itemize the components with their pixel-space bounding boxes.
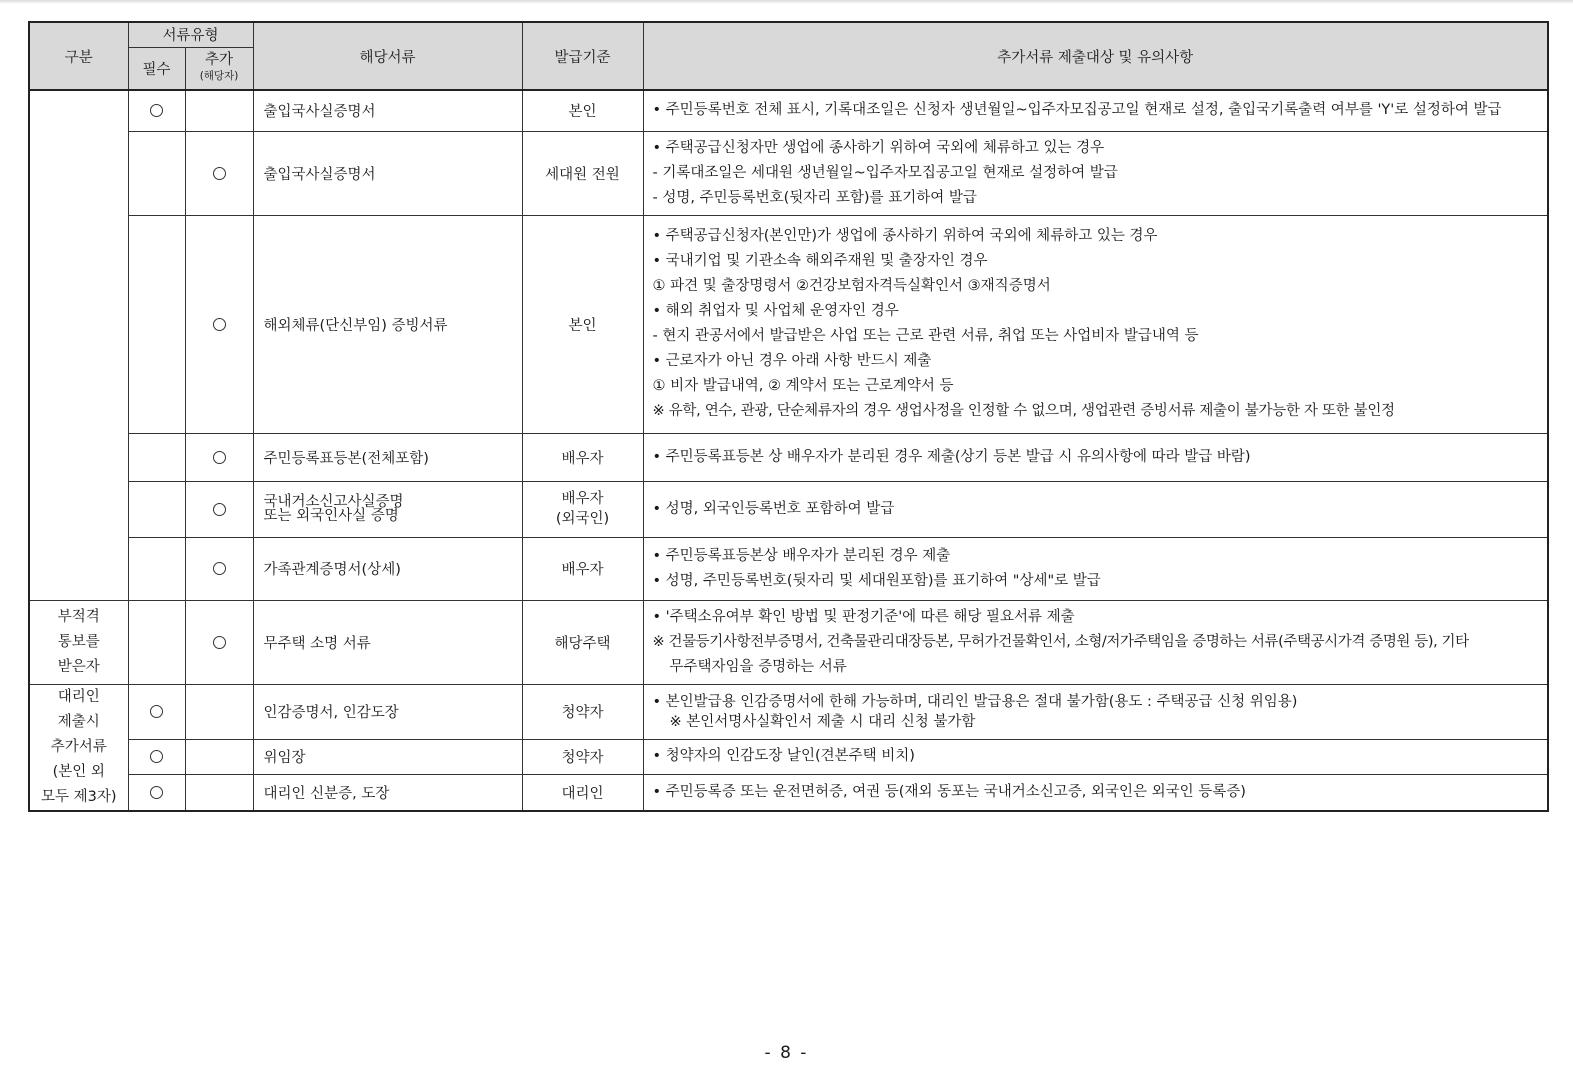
note-line: - 성명, 주민등록번호(뒷자리 포함)를 표기하여 발급 — [652, 189, 977, 206]
additional-mark-cell — [185, 775, 253, 811]
required-mark-cell — [128, 433, 185, 481]
notes-cell — [643, 90, 1548, 131]
note-line: • 해외 취업자 및 사업체 운영자인 경우 — [652, 303, 899, 319]
table-row — [29, 600, 1548, 684]
notes-cell — [643, 600, 1548, 684]
table-row — [29, 739, 1548, 774]
gubun-line: 받은자 — [57, 658, 100, 675]
additional-mark-cell — [185, 433, 253, 481]
circle-mark-icon — [213, 167, 226, 180]
notes-cell — [643, 131, 1548, 215]
gubun-line: 통보를 — [57, 633, 100, 650]
table-row — [29, 537, 1548, 600]
gubun-line: 모두 제3자) — [40, 788, 117, 805]
header-required: 필수 — [128, 47, 185, 90]
notes-cell — [643, 481, 1548, 537]
document-name — [253, 481, 522, 537]
header-additional-label: 추가 — [204, 52, 233, 69]
issue-basis: 세대원 전원 — [522, 131, 643, 215]
gubun-proxy — [29, 684, 128, 811]
header-additional — [185, 47, 253, 90]
required-mark-cell — [128, 684, 185, 739]
required-mark-cell — [128, 215, 185, 433]
note-line: ① 파견 및 출장명령서 ②건강보험자격득실확인서 ③재직증명서 — [652, 278, 1051, 294]
header-notes: 추가서류 제출대상 및 유의사항 — [643, 22, 1548, 90]
note-line: 무주택자임을 증명하는 서류 — [669, 658, 847, 675]
issue-basis: 본인 — [522, 215, 643, 433]
note-line: - 기록대조일은 세대원 생년월일~입주자모집공고일 현재로 설정하여 발급 — [652, 164, 1118, 181]
note-line: • 성명, 외국인등록번호 포함하여 발급 — [652, 500, 895, 517]
note-line: ※ 건물등기사항전부증명서, 건축물관리대장등본, 무허가건물확인서, 소형/저가주택임을 증명하는 서류(주택공시가격 증명원 등), 기타 — [652, 633, 1469, 650]
gubun-unsuitable — [29, 600, 128, 684]
header-document-type: 서류유형 — [128, 22, 253, 47]
gubun-line: 부적격 — [57, 608, 100, 625]
required-documents-table — [28, 21, 1549, 812]
additional-mark-cell — [185, 215, 253, 433]
document-name: 주민등록표등본(전체포함) — [253, 433, 522, 481]
additional-mark-cell — [185, 600, 253, 684]
issue-basis: 대리인 — [522, 775, 643, 811]
note-line: • 주택공급신청자(본인만)가 생업에 종사하기 위하여 국외에 체류하고 있는 경우 — [652, 228, 1158, 244]
circle-mark-icon — [150, 705, 163, 718]
document-name: 출입국사실증명서 — [253, 90, 522, 131]
header-document: 해당서류 — [253, 22, 522, 90]
gubun-cell-empty — [29, 90, 128, 600]
table-row — [29, 215, 1548, 433]
document-name-line: 국내거소신고사실증명 — [263, 494, 404, 510]
note-line: • 주택공급신청자만 생업에 종사하기 위하여 국외에 체류하고 있는 경우 — [652, 139, 1105, 156]
issue-basis — [522, 481, 643, 537]
notes-cell — [643, 739, 1548, 774]
header-gubun: 구분 — [29, 22, 128, 90]
additional-mark-cell — [185, 537, 253, 600]
note-line: • '주택소유여부 확인 방법 및 판정기준'에 따른 해당 필요서류 제출 — [652, 608, 1075, 625]
required-mark-cell — [128, 537, 185, 600]
required-mark-cell — [128, 90, 185, 131]
circle-mark-icon — [150, 786, 163, 799]
note-line: ※ 본인서명사실확인서 제출 시 대리 신청 불가함 — [669, 713, 976, 730]
additional-mark-cell — [185, 481, 253, 537]
issue-basis: 청약자 — [522, 684, 643, 739]
note-line: - 현지 관공서에서 발급받은 사업 또는 근로 관련 서류, 취업 또는 사업비자 발급내역 등 — [652, 328, 1199, 344]
document-name: 위임장 — [253, 739, 522, 774]
issue-basis-line: 배우자 — [561, 491, 604, 507]
gubun-line: (본인 외 — [52, 763, 105, 780]
table-row — [29, 131, 1548, 215]
note-line: • 주민등록표등본 상 배우자가 분리된 경우 제출(상기 등본 발급 시 유의사항에 따라 발급 바람) — [652, 448, 1251, 465]
circle-mark-icon — [213, 503, 226, 516]
notes-cell — [643, 215, 1548, 433]
required-mark-cell — [128, 775, 185, 811]
note-line: • 근로자가 아닌 경우 아래 사항 반드시 제출 — [652, 353, 932, 369]
additional-mark-cell — [185, 131, 253, 215]
circle-mark-icon — [213, 562, 226, 575]
notes-cell — [643, 684, 1548, 739]
additional-mark-cell — [185, 739, 253, 774]
required-mark-cell — [128, 600, 185, 684]
issue-basis: 청약자 — [522, 739, 643, 774]
note-line: ① 비자 발급내역, ② 계약서 또는 근로계약서 등 — [652, 378, 954, 394]
document-name: 대리인 신분증, 도장 — [253, 775, 522, 811]
table-row — [29, 684, 1548, 739]
issue-basis: 해당주택 — [522, 600, 643, 684]
circle-mark-icon — [213, 318, 226, 331]
document-name: 인감증명서, 인감도장 — [253, 684, 522, 739]
top-shadow-line — [0, 0, 1573, 4]
required-mark-cell — [128, 739, 185, 774]
note-line: • 청약자의 인감도장 날인(견본주택 비치) — [652, 748, 915, 765]
note-line: • 주민등록표등본상 배우자가 분리된 경우 제출 — [652, 547, 951, 564]
page-number: - 8 - — [764, 1043, 809, 1063]
additional-mark-cell — [185, 90, 253, 131]
table-row — [29, 433, 1548, 481]
gubun-line: 제출시 — [57, 713, 100, 730]
notes-cell — [643, 537, 1548, 600]
circle-mark-icon — [150, 750, 163, 763]
table-row — [29, 775, 1548, 811]
note-line: • 주민등록번호 전체 표시, 기록대조일은 신청자 생년월일~입주자모집공고일 현재로 설정, 출입국기록출력 여부를 'Y'로 설정하여 발급 — [652, 102, 1502, 119]
document-name: 무주택 소명 서류 — [253, 600, 522, 684]
note-line: • 국내기업 및 기관소속 해외주재원 및 출장자인 경우 — [652, 253, 988, 269]
notes-cell — [643, 433, 1548, 481]
issue-basis: 본인 — [522, 90, 643, 131]
gubun-line: 대리인 — [57, 688, 100, 705]
document-name: 출입국사실증명서 — [253, 131, 522, 215]
gubun-line: 추가서류 — [50, 738, 107, 755]
table-row — [29, 90, 1548, 131]
additional-mark-cell — [185, 684, 253, 739]
header-issue-basis: 발급기준 — [522, 22, 643, 90]
circle-mark-icon — [150, 104, 163, 117]
document-name: 가족관계증명서(상세) — [253, 537, 522, 600]
circle-mark-icon — [213, 636, 226, 649]
notes-cell — [643, 775, 1548, 811]
required-mark-cell — [128, 131, 185, 215]
note-line: • 성명, 주민등록번호(뒷자리 및 세대원포함)를 표기하여 "상세"로 발급 — [652, 572, 1101, 589]
note-line: • 주민등록증 또는 운전면허증, 여권 등(재외 동포는 국내거소신고증, 외국인은 외국인 등록증) — [652, 783, 1246, 800]
table-row — [29, 481, 1548, 537]
issue-basis: 배우자 — [522, 433, 643, 481]
issue-basis: 배우자 — [522, 537, 643, 600]
circle-mark-icon — [213, 451, 226, 464]
document-name-line: 또는 외국인사실 증명 — [263, 508, 399, 524]
issue-basis-line: (외국인) — [555, 511, 610, 527]
note-line: ※ 유학, 연수, 관광, 단순체류자의 경우 생업사정을 인정할 수 없으며, 생업관련 증빙서류 제출이 불가능한 자 또한 불인정 — [652, 403, 1395, 419]
required-mark-cell — [128, 481, 185, 537]
document-name: 해외체류(단신부임) 증빙서류 — [253, 215, 522, 433]
note-line: • 본인발급용 인감증명서에 한해 가능하며, 대리인 발급용은 절대 불가함(용도 : 주택공급 신청 위임용) — [652, 693, 1298, 710]
header-additional-sub: (해당자) — [199, 70, 239, 83]
